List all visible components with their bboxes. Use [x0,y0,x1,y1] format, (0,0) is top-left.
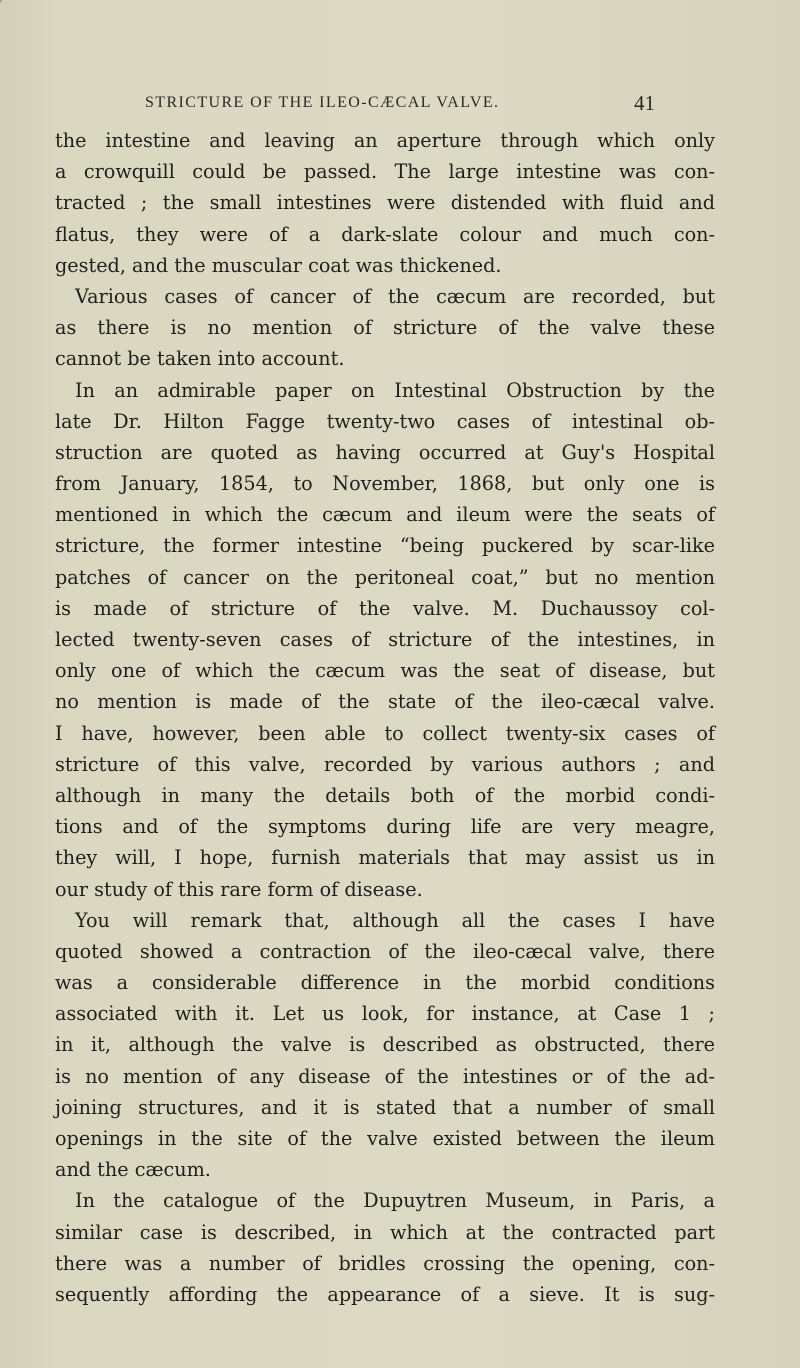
text-line: Various cases of cancer of the cæcum are recorded, but [75,284,715,308]
text-line: the intestine and leaving an aperture through which only [55,129,715,152]
text-line: stricture, the former intestine “being puckered by scar-like [55,534,715,558]
text-line: sequently affording the appearance of a sieve. It is sug- [55,1282,715,1306]
text-line: is made of stricture of the valve. M. Duchaussoy col- [55,596,715,620]
text-line: You will remark that, although all the cases I have [75,908,715,932]
page-number: 41 [634,90,655,115]
paragraph [55,1185,715,1310]
text-line: joining structures, and it is stated that a number of small [55,1095,715,1119]
text-line: is no mention of any disease of the intestines or of the ad- [55,1064,715,1088]
text-line: In an admirable paper on Intestinal Obstruction by the [75,378,715,402]
text-line: late Dr. Hilton Fagge twenty-two cases of intestinal ob- [55,409,715,433]
text-line: was a considerable difference in the morbid conditions [55,971,715,995]
text-line: from January, 1854, to November, 1868, but only one is [55,472,715,496]
page-edge-line [0,0,62,90]
text-line: they will, I hope, furnish materials that may assist us in [55,846,715,870]
running-title: STRICTURE OF THE ILEO-CÆCAL VALVE. [145,94,500,111]
text-line: associated with it. Let us look, for instance, at Case 1 ; [55,1002,715,1026]
text-line: only one of which the cæcum was the seat of disease, but [55,659,715,683]
text-line: tracted ; the small intestines were distended with fluid and [55,191,715,215]
text-line: although in many the details both of the morbid condi- [55,783,715,807]
text-line: tions and of the symptoms during life are very meagre, [55,815,715,839]
text-line: and the cæcum. [55,1158,211,1182]
running-header [145,90,655,116]
text-line: similar case is described, in which at the contracted part [55,1220,715,1244]
text-line: quoted showed a contraction of the ileo-cæcal valve, there [55,939,715,963]
text-line: mentioned in which the cæcum and ileum were the seats of [55,503,715,527]
text-line: as there is no mention of stricture of the valve these [55,316,715,340]
text-line: in it, although the valve is described as obstructed, there [55,1033,715,1057]
body-text [55,125,715,1310]
paragraph [55,375,715,905]
text-line: openings in the site of the valve existed between the ileum [55,1127,715,1150]
text-line: flatus, they were of a dark-slate colour and much con- [55,222,715,246]
text-line: a crowquill could be passed. The large intestine was con- [55,160,715,184]
text-line: there was a number of bridles crossing the opening, con- [55,1251,715,1275]
text-line: no mention is made of the state of the ileo-cæcal valve. [55,690,715,714]
text-line: cannot be taken into account. [55,347,345,371]
paragraph [55,281,715,375]
text-line: our study of this rare form of disease. [55,877,423,901]
text-line: patches of cancer on the peritoneal coat,” but no mention [55,565,715,589]
paragraph [55,125,715,281]
paragraph [55,905,715,1186]
text-line: stricture of this valve, recorded by various authors ; and [55,752,715,776]
text-line: struction are quoted as having occurred at Guy's Hospital [55,440,715,464]
text-line: I have, however, been able to collect twenty-six cases of [55,721,715,745]
text-line: lected twenty-seven cases of stricture of the intestines, in [55,628,715,651]
text-line: gested, and the muscular coat was thickened. [55,253,502,277]
text-line: In the catalogue of the Dupuytren Museum, in Paris, a [75,1189,715,1213]
